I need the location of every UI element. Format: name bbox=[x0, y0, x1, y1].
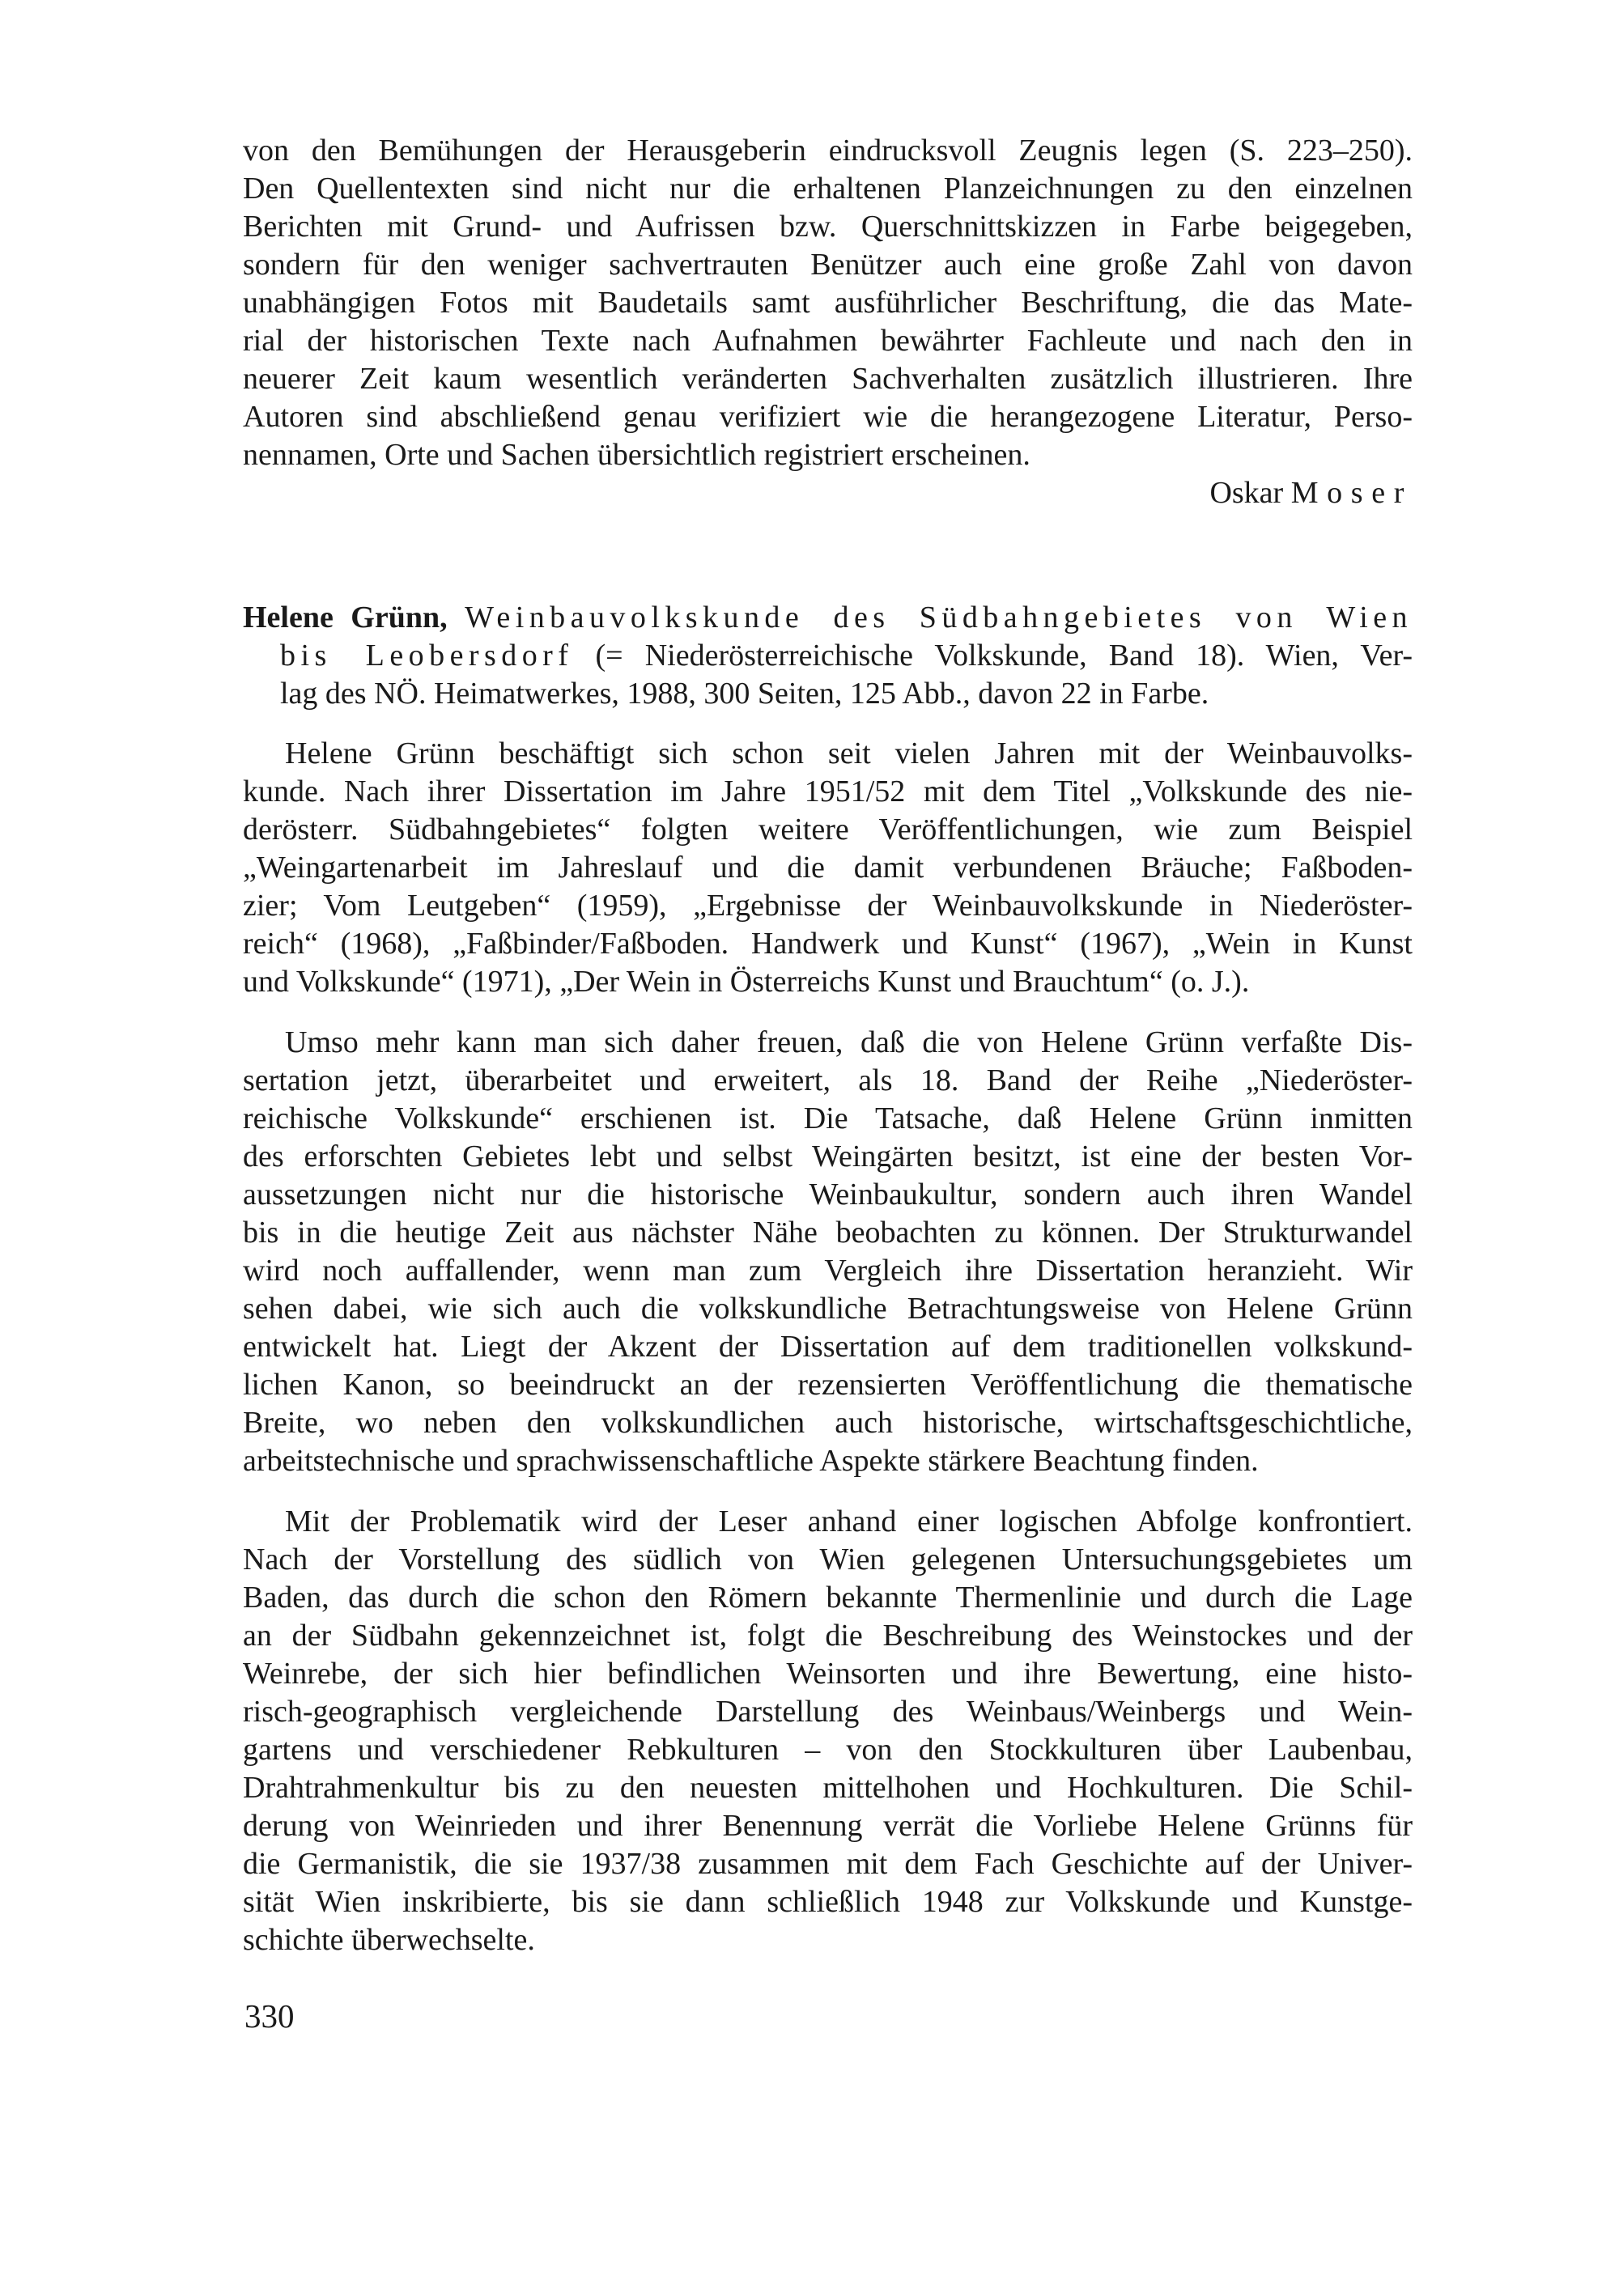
text-line: wird noch auffallender, wenn man zum Vergleich ihre Dissertation heranzieht. Wir bbox=[243, 1254, 1413, 1288]
text-line: Mit der Problematik wird der Leser anhand einer logischen Abfolge konfrontiert. bbox=[285, 1504, 1413, 1538]
text-line: die Germanistik, die sie 1937/38 zusammen mit dem Fach Geschichte auf der Univer- bbox=[243, 1847, 1413, 1881]
heading-line-1 bbox=[243, 599, 1413, 637]
heading-line-2 bbox=[243, 637, 1413, 675]
text-line: Umso mehr kann man sich daher freuen, daß die von Helene Grünn verfaßte Dis- bbox=[285, 1025, 1413, 1059]
text-line: reichische Volkskunde“ erschienen ist. Die Tatsache, daß Helene Grünn inmitten bbox=[243, 1101, 1413, 1135]
text-line: Nach der Vorstellung des südlich von Wien gelegenen Untersuchungsgebietes um bbox=[243, 1543, 1413, 1577]
book-author: Helene Grünn, bbox=[243, 601, 448, 634]
text-line: lichen Kanon, so beeindruckt an der rezensierten Veröffentlichung die thematische bbox=[243, 1368, 1413, 1402]
publisher-info: lag des NÖ. Heimatwerkes, 1988, 300 Seiten, 125 Abb., davon 22 in Farbe. bbox=[280, 677, 1209, 711]
text-line: Baden, das durch die schon den Römern bekannte Thermenlinie und durch die Lage bbox=[243, 1581, 1413, 1615]
paragraph-continuation bbox=[243, 132, 1413, 474]
text-line: unabhängigen Fotos mit Baudetails samt ausführlicher Beschriftung, die das Mate- bbox=[243, 286, 1413, 320]
text-line: derösterr. Südbahngebietes“ folgten weitere Veröffentlichungen, wie zum Beispiel bbox=[243, 813, 1413, 847]
text-line: von den Bemühungen der Herausgeberin eindrucksvoll Zeugnis legen (S. 223–250). bbox=[243, 134, 1413, 168]
text-line: sität Wien inskribierte, bis sie dann schließlich 1948 zur Volkskunde und Kunstge- bbox=[243, 1885, 1413, 1919]
text-line: an der Südbahn gekennzeichnet ist, folgt die Beschreibung des Weinstockes und der bbox=[243, 1619, 1413, 1653]
text-line: des erforschten Gebietes lebt und selbst Weingärten besitzt, ist eine der besten Vor- bbox=[243, 1140, 1413, 1173]
text-line: und Volkskunde“ (1971), „Der Wein in Österreichs Kunst und Brauchtum“ (o. J.). bbox=[243, 965, 1250, 999]
text-line: arbeitstechnische und sprachwissenschaftliche Aspekte stärkere Beachtung finden. bbox=[243, 1444, 1259, 1478]
page-number: 330 bbox=[244, 1997, 295, 2035]
review-bibliographic-heading bbox=[243, 599, 1413, 713]
text-line: risch-geographisch vergleichende Darstellung des Weinbaus/Weinbergs und Wein- bbox=[243, 1695, 1413, 1729]
review-body bbox=[243, 735, 1413, 1959]
text-line: Berichten mit Grund- und Aufrissen bzw. Querschnittskizzen in Farbe beigegeben, bbox=[243, 210, 1413, 244]
book-title-part-1: Weinbauvolkskunde des Südbahngebietes von Wien bbox=[465, 601, 1413, 634]
text-column bbox=[243, 132, 1413, 1959]
text-line: zier; Vom Leutgeben“ (1959), „Ergebnisse der Weinbauvolkskunde in Niederöster- bbox=[243, 889, 1413, 923]
text-line: Helene Grünn beschäftigt sich schon seit vielen Jahren mit der Weinbauvolks- bbox=[285, 736, 1413, 770]
text-line: sondern für den weniger sachvertrauten Benützer auch eine große Zahl von davon bbox=[243, 248, 1413, 282]
reviewer-last-name: Moser bbox=[1290, 476, 1413, 510]
body-paragraph-1 bbox=[243, 735, 1413, 1001]
text-line: „Weingartenarbeit im Jahreslauf und die damit verbundenen Bräuche; Faßboden- bbox=[243, 851, 1413, 885]
reviewer-first-name: Oskar bbox=[1209, 476, 1284, 510]
text-line: reich“ (1968), „Faßbinder/Faßboden. Handwerk und Kunst“ (1967), „Wein in Kunst bbox=[243, 927, 1413, 961]
text-line: Den Quellentexten sind nicht nur die erhaltenen Planzeichnungen zu den einzelnen bbox=[243, 172, 1413, 206]
text-line: Autoren sind abschließend genau verifiziert wie die herangezogene Literatur, Perso- bbox=[243, 400, 1413, 434]
text-line: kunde. Nach ihrer Dissertation im Jahre 1951/52 mit dem Titel „Volkskunde des nie- bbox=[243, 775, 1413, 808]
body-paragraph-3 bbox=[243, 1503, 1413, 1959]
text-line: Breite, wo neben den volkskundlichen auch historische, wirtschaftsgeschichtliche, bbox=[243, 1406, 1413, 1440]
text-line: derung von Weinrieden und ihrer Benennung verrät die Vorliebe Helene Grünns für bbox=[243, 1809, 1413, 1843]
text-line: neuerer Zeit kaum wesentlich veränderten Sachverhalten zusätzlich illustrieren. Ihre bbox=[243, 362, 1413, 396]
body-paragraph-2 bbox=[243, 1024, 1413, 1480]
text-line: aussetzungen nicht nur die historische Weinbaukultur, sondern auch ihren Wandel bbox=[243, 1178, 1413, 1212]
previous-review-conclusion bbox=[243, 132, 1413, 512]
text-line: nennamen, Orte und Sachen übersichtlich registriert erscheinen. bbox=[243, 438, 1030, 472]
text-line: sehen dabei, wie sich auch die volkskundliche Betrachtungsweise von Helene Grünn bbox=[243, 1292, 1413, 1326]
text-line: gartens und verschiedener Rebkulturen – von den Stockkulturen über Laubenbau, bbox=[243, 1733, 1413, 1767]
text-line: schichte überwechselte. bbox=[243, 1923, 535, 1957]
heading-line-3 bbox=[243, 675, 1413, 713]
text-line: entwickelt hat. Liegt der Akzent der Dissertation auf dem traditionellen volkskund- bbox=[243, 1330, 1413, 1364]
series-info: (= Niederösterreichische Volkskunde, Band 18). Wien, Ver- bbox=[595, 639, 1413, 673]
text-line: bis in die heutige Zeit aus nächster Nähe beobachten zu können. Der Strukturwandel bbox=[243, 1216, 1413, 1250]
reviewer-signature bbox=[243, 474, 1413, 512]
text-line: Drahtrahmenkultur bis zu den neuesten mittelhohen und Hochkulturen. Die Schil- bbox=[243, 1771, 1413, 1805]
text-line: rial der historischen Texte nach Aufnahmen bewährter Fachleute und nach den in bbox=[243, 324, 1413, 358]
book-title-part-2: bis Leobersdorf bbox=[280, 639, 574, 673]
text-line: sertation jetzt, überarbeitet und erweitert, als 18. Band der Reihe „Niederöster- bbox=[243, 1063, 1413, 1097]
text-line: Weinrebe, der sich hier befindlichen Weinsorten und ihre Bewertung, eine histo- bbox=[243, 1657, 1413, 1691]
